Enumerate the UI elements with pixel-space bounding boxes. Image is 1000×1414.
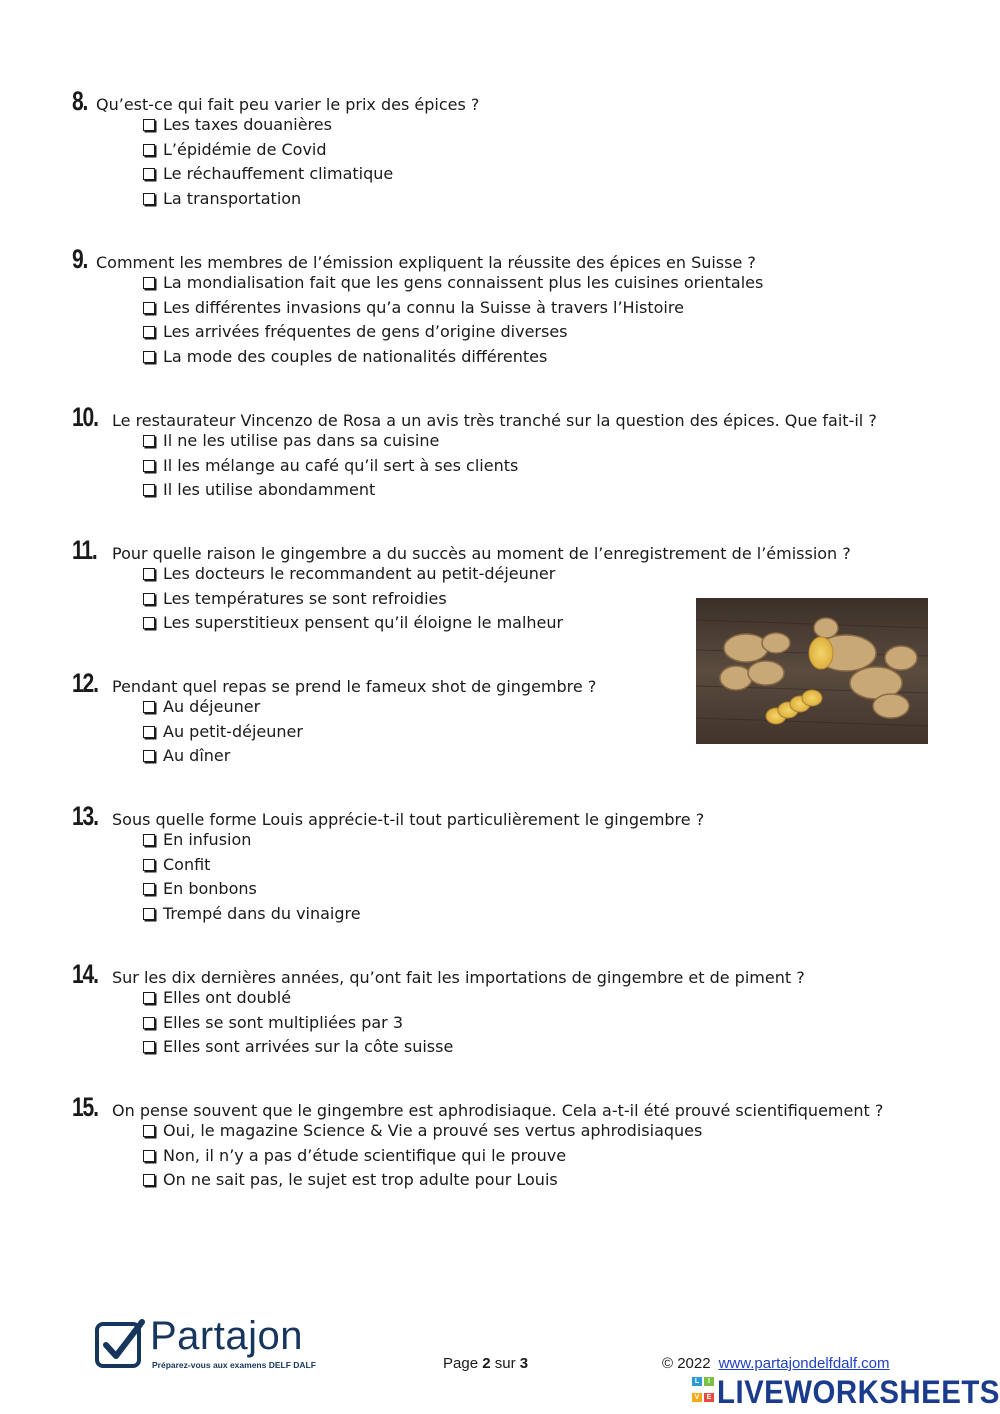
answer-option[interactable]: L’épidémie de Covid [143, 137, 952, 162]
checkbox-icon[interactable] [143, 750, 155, 762]
checkbox-icon[interactable] [143, 435, 155, 447]
copyright: © 2022 www.partajondelfdalf.com [662, 1355, 890, 1372]
answer-option[interactable]: La mondialisation fait que les gens connaissent plus les cuisines orientales [143, 270, 952, 295]
answer-option[interactable]: Les arrivées fréquentes de gens d’origine diverses [143, 319, 952, 344]
answer-option[interactable]: Elles se sont multipliées par 3 [143, 1010, 952, 1035]
checkbox-icon[interactable] [143, 119, 155, 131]
question-12 [72, 668, 952, 768]
answer-option[interactable]: Oui, le magazine Science & Vie a prouvé ses vertus aphrodisiaques [143, 1118, 952, 1143]
checkbox-icon[interactable] [143, 302, 155, 314]
checkbox-icon[interactable] [143, 1150, 155, 1162]
answer-option[interactable]: Trempé dans du vinaigre [143, 901, 952, 926]
checkbox-icon[interactable] [143, 992, 155, 1004]
question-text: On pense souvent que le gingembre est aphrodisiaque. Cela a-t-il été prouvé scientifiquement ? [112, 1101, 884, 1120]
question-text: Qu’est-ce qui fait peu varier le prix des épices ? [96, 95, 480, 114]
answer-option[interactable]: Elles ont doublé [143, 985, 952, 1010]
question-text: Sur les dix dernières années, qu’ont fait les importations de gingembre et de piment ? [112, 968, 805, 987]
answer-option[interactable]: Il ne les utilise pas dans sa cuisine [143, 428, 952, 453]
question-number: 12. [72, 668, 98, 698]
question-number: 13. [72, 801, 98, 831]
checkbox-icon[interactable] [143, 144, 155, 156]
question-15 [72, 1092, 952, 1192]
answer-option[interactable]: Elles sont arrivées sur la côte suisse [143, 1034, 952, 1059]
answer-option[interactable]: Non, il n’y a pas d’étude scientifique qui le prouve [143, 1143, 952, 1168]
question-text: Pendant quel repas se prend le fameux shot de gingembre ? [112, 677, 597, 696]
question-10 [72, 402, 952, 502]
checkbox-icon[interactable] [143, 834, 155, 846]
checkbox-icon[interactable] [143, 277, 155, 289]
checkbox-icon[interactable] [143, 326, 155, 338]
liveworksheets-brand [692, 1374, 1000, 1410]
checkbox-icon[interactable] [143, 484, 155, 496]
checkbox-icon[interactable] [143, 168, 155, 180]
answer-option[interactable]: Le réchauffement climatique [143, 161, 952, 186]
liveworksheets-text: LIVEWORKSHEETS [717, 1373, 1000, 1410]
question-text: Comment les membres de l’émission expliquent la réussite des épices en Suisse ? [96, 253, 756, 272]
answer-option[interactable]: La transportation [143, 186, 952, 211]
answer-option[interactable]: Les superstitieux pensent qu’il éloigne le malheur [143, 610, 952, 635]
liveworksheets-icon: L I V E [692, 1377, 714, 1407]
question-9 [72, 244, 952, 369]
checkbox-icon[interactable] [143, 460, 155, 472]
logo-name: Partajon [150, 1314, 303, 1358]
answer-option[interactable]: Au petit-déjeuner [143, 719, 952, 744]
checkbox-icon[interactable] [143, 193, 155, 205]
question-number: 8. [72, 86, 88, 116]
answer-option[interactable]: On ne sait pas, le sujet est trop adulte pour Louis [143, 1167, 952, 1192]
checkbox-icon[interactable] [143, 883, 155, 895]
question-text: Le restaurateur Vincenzo de Rosa a un avis très tranché sur la question des épices. Que fait-il ? [112, 411, 877, 430]
checkbox-icon[interactable] [143, 568, 155, 580]
checkbox-icon[interactable] [143, 859, 155, 871]
checkbox-icon[interactable] [143, 726, 155, 738]
checkbox-icon[interactable] [143, 1174, 155, 1186]
logo-tagline: Préparez-vous aux examens DELF DALF [152, 1360, 316, 1370]
answer-option[interactable]: Au déjeuner [143, 694, 952, 719]
checkbox-icon[interactable] [143, 617, 155, 629]
answer-option[interactable]: Les températures se sont refroidies [143, 586, 952, 611]
checkbox-icon[interactable] [143, 1017, 155, 1029]
checkbox-icon[interactable] [143, 701, 155, 713]
answer-option[interactable]: La mode des couples de nationalités différentes [143, 344, 952, 369]
answer-option[interactable]: Les taxes douanières [143, 112, 952, 137]
question-13 [72, 801, 952, 926]
answer-option[interactable]: Les différentes invasions qu’a connu la Suisse à travers l’Histoire [143, 295, 952, 320]
partajon-logo [94, 1314, 344, 1374]
question-14 [72, 959, 952, 1059]
checkbox-icon[interactable] [143, 351, 155, 363]
answer-option[interactable]: Confit [143, 852, 952, 877]
question-number: 10. [72, 402, 98, 432]
checkmark-logo-icon [94, 1318, 146, 1370]
answer-option[interactable]: Les docteurs le recommandent au petit-déjeuner [143, 561, 952, 586]
answer-option[interactable]: Il les utilise abondamment [143, 477, 952, 502]
question-number: 14. [72, 959, 98, 989]
question-number: 11. [72, 535, 97, 565]
question-text: Sous quelle forme Louis apprécie-t-il tout particulièrement le gingembre ? [112, 810, 705, 829]
answer-option[interactable]: Il les mélange au café qu’il sert à ses clients [143, 453, 952, 478]
answer-option[interactable]: Au dîner [143, 743, 952, 768]
answer-option[interactable]: En bonbons [143, 876, 952, 901]
page-number: Page 2 sur 3 [443, 1355, 529, 1372]
checkbox-icon[interactable] [143, 1041, 155, 1053]
question-8 [72, 86, 952, 211]
checkbox-icon[interactable] [143, 593, 155, 605]
question-number: 9. [72, 244, 88, 274]
checkbox-icon[interactable] [143, 908, 155, 920]
question-text: Pour quelle raison le gingembre a du succès au moment de l’enregistrement de l’émission ? [112, 544, 851, 563]
question-number: 15. [72, 1092, 98, 1122]
answer-option[interactable]: En infusion [143, 827, 952, 852]
checkbox-icon[interactable] [143, 1125, 155, 1137]
website-link[interactable]: www.partajondelfdalf.com [718, 1355, 890, 1372]
